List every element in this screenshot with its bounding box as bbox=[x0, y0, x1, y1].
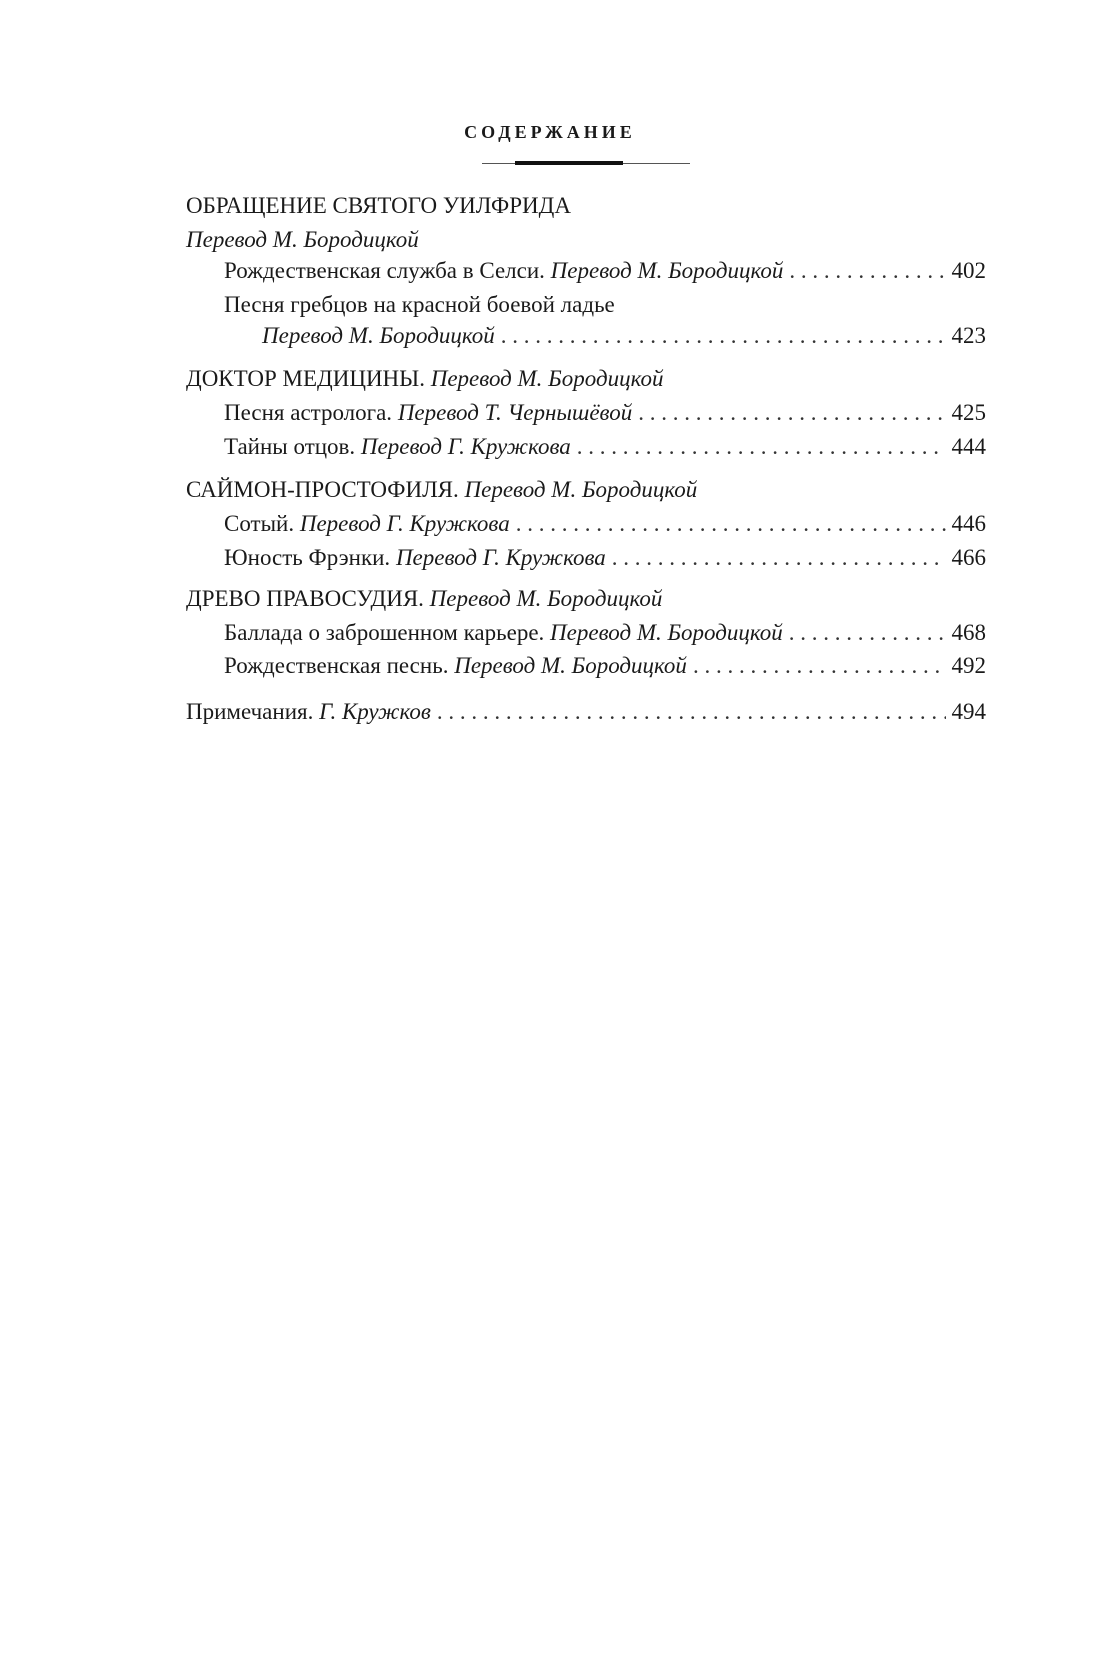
toc-entry[interactable] bbox=[224, 509, 986, 539]
dot-leader bbox=[789, 618, 946, 648]
entry-title: Рождественская песнь. bbox=[224, 653, 449, 678]
page-number: 494 bbox=[951, 699, 986, 724]
entry-translator: Перевод Г. Кружкова bbox=[299, 511, 510, 536]
dot-leader bbox=[612, 543, 946, 573]
toc-entry[interactable] bbox=[224, 651, 986, 681]
dot-leader bbox=[501, 321, 946, 351]
entry-title: Тайны отцов. bbox=[224, 434, 356, 459]
entry-translator: Перевод М. Бородицкой bbox=[454, 653, 687, 678]
toc-entry[interactable] bbox=[224, 398, 986, 428]
toc-entry[interactable] bbox=[224, 618, 986, 648]
section-translator: Перевод М. Бородицкой bbox=[430, 366, 664, 391]
page-number: 492 bbox=[951, 653, 986, 678]
page-number: 468 bbox=[951, 620, 986, 645]
toc-entry[interactable] bbox=[224, 543, 986, 573]
toc-entry[interactable] bbox=[262, 321, 986, 351]
page-number: 466 bbox=[951, 545, 986, 570]
entry-translator: Перевод Т. Чернышёвой bbox=[397, 400, 633, 425]
page-number: 402 bbox=[951, 258, 986, 283]
entry-title: Примечания. bbox=[186, 699, 314, 724]
dot-leader bbox=[516, 509, 946, 539]
heading-rule-thick bbox=[515, 161, 623, 165]
section-title: ДОКТОР МЕДИЦИНЫ. bbox=[186, 366, 425, 391]
section-title: САЙМОН-ПРОСТОФИЛЯ. bbox=[186, 477, 459, 502]
toc-entry[interactable] bbox=[224, 432, 986, 462]
page-number: 444 bbox=[951, 434, 986, 459]
entry-translator: Перевод Г. Кружкова bbox=[360, 434, 571, 459]
entry-author: Г. Кружков bbox=[319, 699, 431, 724]
entry-title: Баллада о заброшенном карьере. bbox=[224, 620, 545, 645]
page-number: 446 bbox=[951, 511, 986, 536]
entry-title[interactable]: Песня гребцов на красной боевой ладье bbox=[224, 292, 615, 317]
entry-translator: Перевод М. Бородицкой bbox=[550, 620, 783, 645]
dot-leader bbox=[789, 256, 945, 286]
dot-leader bbox=[437, 697, 946, 727]
section-title: ОБРАЩЕНИЕ СВЯТОГО УИЛФРИДА bbox=[186, 193, 571, 218]
section-translator: Перевод М. Бородицкой bbox=[464, 477, 698, 502]
section-title-line bbox=[186, 475, 697, 505]
toc-entry-notes[interactable] bbox=[186, 697, 986, 727]
toc-entry[interactable] bbox=[224, 256, 986, 286]
section-translator: Перевод М. Бородицкой bbox=[429, 586, 663, 611]
section-title-line bbox=[186, 584, 662, 614]
section-title-line bbox=[186, 364, 663, 394]
dot-leader bbox=[577, 432, 946, 462]
page-number: 423 bbox=[951, 323, 986, 348]
toc-heading: СОДЕРЖАНИЕ bbox=[464, 122, 636, 142]
entry-title: Песня астролога. bbox=[224, 400, 393, 425]
entry-translator: Перевод М. Бородицкой bbox=[262, 323, 495, 348]
dot-leader bbox=[638, 398, 945, 428]
entry-title: Юность Фрэнки. bbox=[224, 545, 391, 570]
entry-translator: Перевод М. Бородицкой bbox=[550, 258, 784, 283]
page-number: 425 bbox=[951, 400, 986, 425]
entry-translator: Перевод Г. Кружкова bbox=[395, 545, 606, 570]
section-translator: Перевод М. Бородицкой bbox=[186, 227, 419, 252]
section-title: ДРЕВО ПРАВОСУДИЯ. bbox=[186, 586, 424, 611]
entry-title: Сотый. bbox=[224, 511, 295, 536]
entry-title: Рождественская служба в Селси. bbox=[224, 258, 545, 283]
dot-leader bbox=[693, 651, 946, 681]
